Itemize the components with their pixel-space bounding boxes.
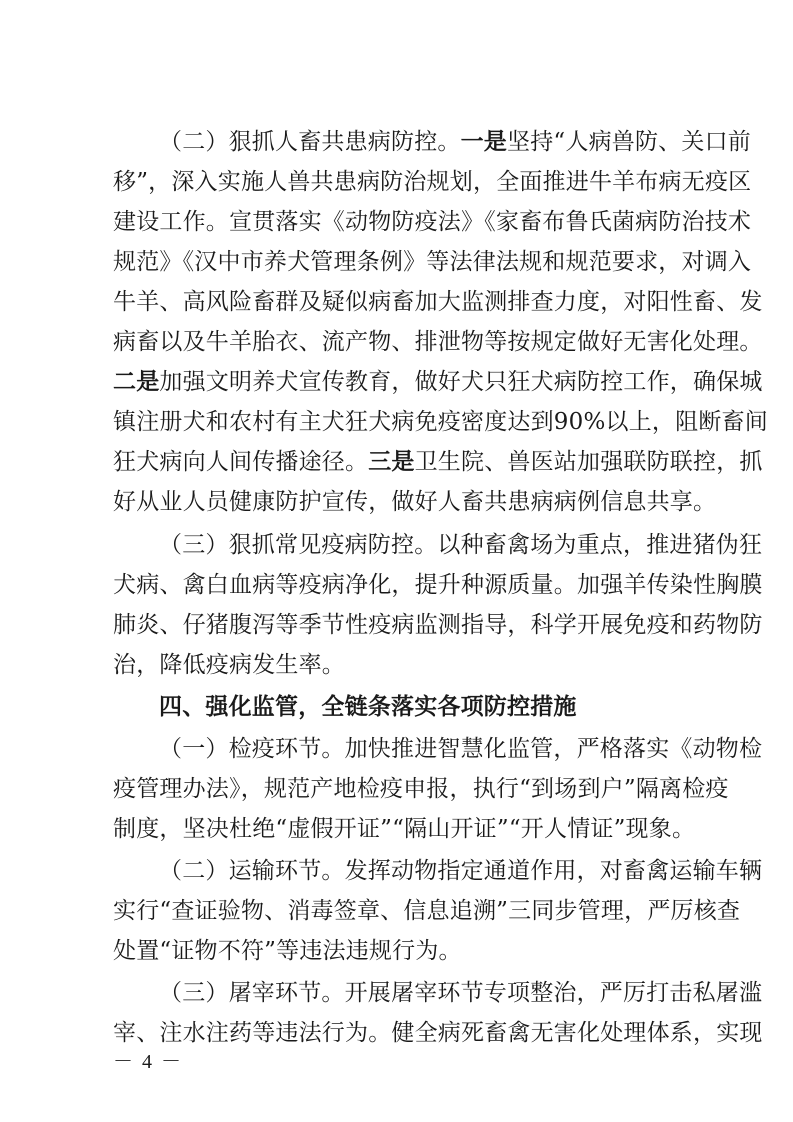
text-segment: 制度，坚决杜绝“虚假开证”“隔山开证”“开人情证”现象。 [113, 816, 696, 842]
text-line [113, 202, 752, 242]
text-line [113, 162, 752, 202]
text-segment: （二）狠抓人畜共患病防控。 [159, 129, 461, 155]
text-line [113, 282, 763, 322]
text-segment: 宰、注水注药等违法行为。健全病死畜禽无害化处理体系，实现 [113, 1020, 763, 1046]
text-segment: 处置“证物不符”等违法违规行为。 [113, 938, 462, 964]
text-line [113, 605, 763, 645]
page-number: － 4 － [113, 1051, 183, 1073]
text-line [113, 931, 703, 971]
text-line [113, 122, 751, 162]
text-line [113, 1013, 763, 1053]
text-line [113, 442, 763, 482]
text-line [113, 565, 763, 605]
text-line [113, 482, 717, 522]
text-segment: 狂犬病向人间传播途径。 [113, 449, 369, 475]
section-heading [113, 687, 703, 727]
text-line [113, 242, 752, 282]
text-segment: （二）运输环节。发挥动物指定通道作用，对畜禽运输车辆 [159, 858, 763, 884]
text-line [113, 809, 703, 849]
text-segment: 实行“查证验物、消毒签章、信息追溯”三同步管理，严厉核查 [113, 898, 741, 924]
text-segment: （一）检疫环节。加快推进智慧化监管，严格落实《动物检 [159, 736, 763, 762]
text-line [113, 973, 763, 1013]
text-line [113, 645, 703, 685]
bold-text: 三是 [368, 449, 415, 475]
text-segment: 移”，深入实施人兽共患病防治规划，全面推进牛羊布病无疫区 [113, 169, 752, 195]
text-segment: 疫管理办法》，规范产地检疫申报，执行“到场到户”隔离检疫 [113, 776, 729, 802]
text-line [113, 851, 763, 891]
bold-text: 二是 [113, 369, 160, 395]
text-segment: 镇注册犬和农村有主犬狂犬病免疫密度达到90%以上，阻断畜间 [113, 409, 768, 435]
text-line [113, 402, 768, 442]
text-segment: （三）屠宰环节。开展屠宰环节专项整治，严厉打击私屠滥 [159, 980, 763, 1006]
text-segment: 病畜以及牛羊胎衣、流产物、排泄物等按规定做好无害化处理。 [113, 329, 763, 355]
text-segment: 卫生院、兽医站加强联防联控，抓 [414, 449, 763, 475]
text-line [113, 769, 729, 809]
text-segment: 好从业人员健康防护宣传，做好人畜共患病病例信息共享。 [113, 489, 717, 515]
text-segment: 治，降低疫病发生率。 [113, 652, 345, 678]
text-segment: 建设工作。宣贯落实《动物防疫法》《家畜布鲁氏菌病防治技术 [113, 209, 752, 235]
text-segment: 犬病、禽白血病等疫病净化，提升种源质量。加强羊传染性胸膜 [113, 572, 763, 598]
text-segment: 加强文明养犬宣传教育，做好犬只狂犬病防控工作，确保城 [159, 369, 763, 395]
text-segment: 牛羊、高风险畜群及疑似病畜加大监测排查力度，对阳性畜、发 [113, 289, 763, 315]
bold-text: 一是 [460, 129, 508, 155]
text-segment: 规范》《汉中市养犬管理条例》等法律法规和规范要求，对调入 [113, 249, 752, 275]
text-line [113, 362, 763, 402]
text-segment: （三）狠抓常见疫病防控。以种畜禽场为重点，推进猪伪狂 [159, 532, 763, 558]
bold-text: 四、强化监管，全链条落实各项防控措施 [159, 694, 577, 720]
text-segment: 肺炎、仔猪腹泻等季节性疫病监测指导，科学开展免疫和药物防 [113, 612, 763, 638]
text-line [113, 525, 763, 565]
text-segment: 坚持“人病兽防、关口前 [507, 129, 751, 155]
text-line [113, 891, 741, 931]
text-line [113, 322, 763, 362]
text-line [113, 729, 763, 769]
